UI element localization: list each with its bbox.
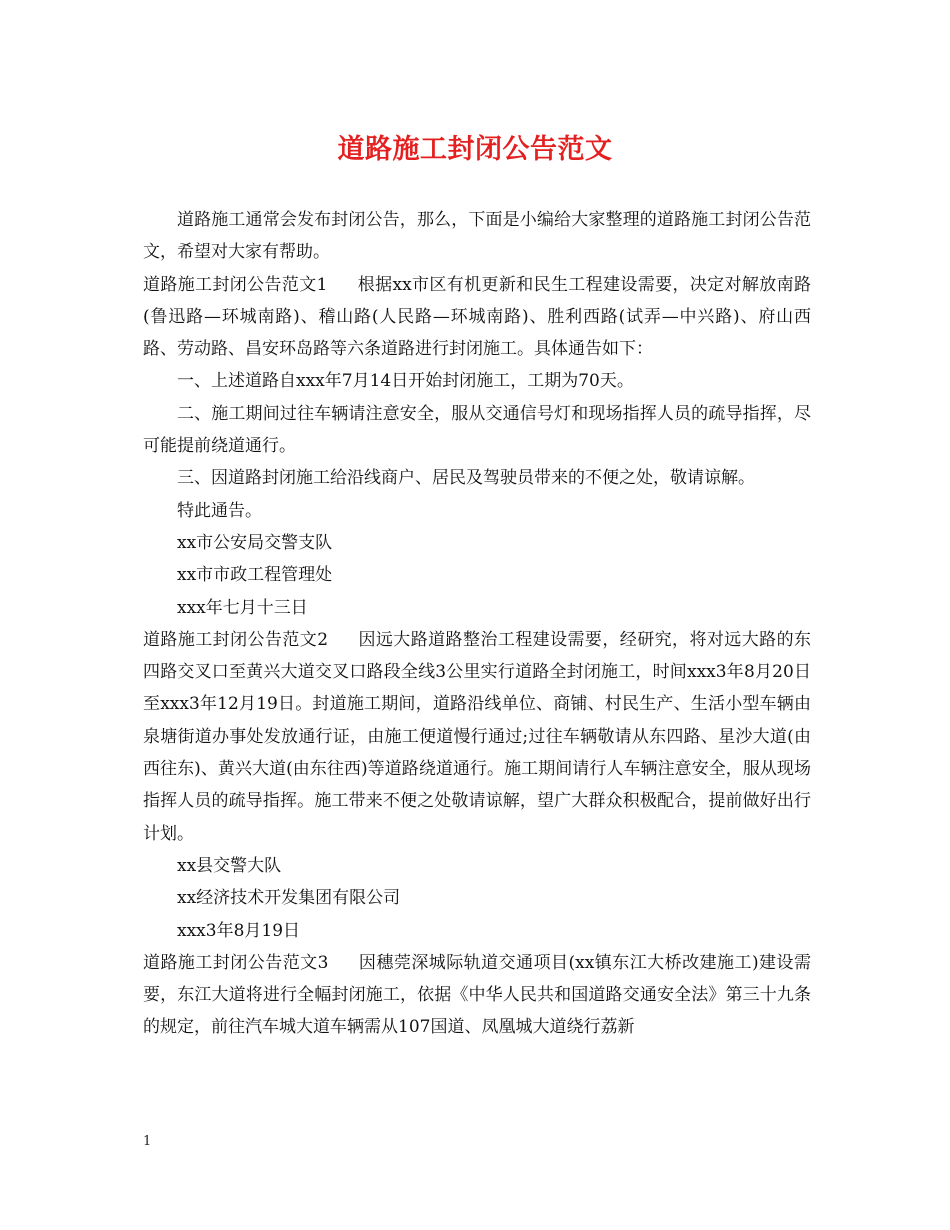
page-number: 1 (143, 1134, 152, 1149)
notice-3-text: 因穗莞深城际轨道交通项目(xx镇东江大桥改建施工)建设需要，东江大道将进行全幅封闭施工，依据《中华人民共和国道路交通安全法》第三十九条的规定，前往汽车城大道车辆需从107国道、凤凰城大道绕行荔新 (143, 952, 811, 1038)
notice-1-date: xxx年七月十三日 (177, 597, 308, 618)
notice-2-signature-company: xx经济技术开发集团有限公司 (177, 888, 401, 909)
intro-paragraph: 道路施工通常会发布封闭公告，那么，下面是小编给大家整理的道路施工封闭公告范文，希望对大家有帮助。 (143, 210, 811, 263)
notice-1-signature-police: xx市公安局交警支队 (177, 532, 333, 553)
notice-1-item-3: 三、因道路封闭施工给沿线商户、居民及驾驶员带来的不便之处，敬请谅解。 (177, 468, 755, 489)
notice-1-text: 根据xx市区有机更新和民生工程建设需要，决定对解放南路(鲁迅路—环城南路)、稽山路(人民路—环城南路)、胜利西路(试弄—中兴路)、府山西路、劳动路、昌安环岛路等六条道路进行封闭施工。具体通告如下： (143, 274, 811, 360)
notice-2-date: xxx3年8月19日 (177, 920, 301, 941)
notice-2-paragraph (143, 624, 811, 850)
document-body (143, 204, 811, 1044)
notice-1-paragraph (143, 269, 811, 366)
notice-1-item-2: 二、施工期间过往车辆请注意安全，服从交通信号灯和现场指挥人员的疏导指挥，尽可能提前绕道通行。 (143, 403, 811, 457)
document-title: 道路施工封闭公告范文 (337, 134, 613, 165)
notice-1-signature-municipal: xx市市政工程管理处 (177, 565, 333, 586)
notice-1-closing: 特此通告。 (177, 500, 262, 521)
notice-1-heading: 道路施工封闭公告范文1 (143, 274, 328, 295)
notice-3-paragraph (143, 947, 811, 1044)
notice-3-heading: 道路施工封闭公告范文3 (143, 952, 329, 973)
notice-2-text: 因远大路道路整治工程建设需要，经研究，将对远大路的东四路交叉口至黄兴大道交叉口路段全线3公里实行道路全封闭施工，时间xxx3年8月20日至xxx3年12月19日。封道施工期间，道路沿线单位、商铺、村民生产、生活小型车辆由泉塘街道办事处发放通行证，由施工便道慢行通过;过往车辆敬请从东四路、星沙大道(由西往东)、黄兴大道(由东往西)等道路绕道通行。施工期间请行人车辆注意安全，服从现场指挥人员的疏导指挥。施工带来不便之处敬请谅解，望广大群众积极配合，提前做好出行计划。 (143, 629, 811, 844)
notice-2-heading: 道路施工封闭公告范文2 (143, 629, 329, 650)
notice-2-signature-police: xx县交警大队 (177, 855, 282, 876)
notice-1-item-1: 一、上述道路自xxx年7月14日开始封闭施工，工期为70天。 (177, 371, 634, 392)
